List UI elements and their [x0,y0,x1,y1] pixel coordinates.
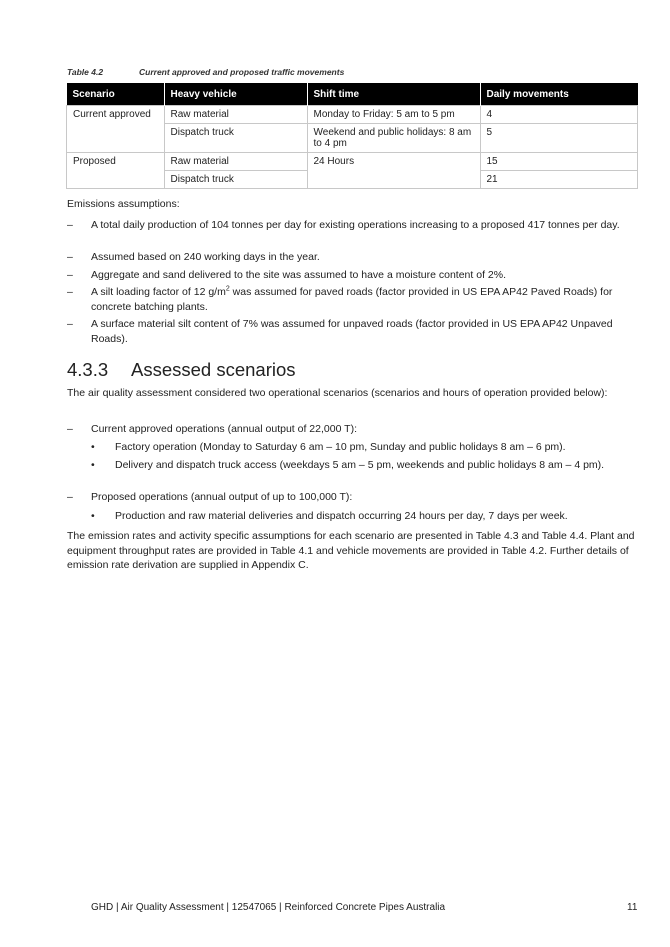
header-daily-movements: Daily movements [480,83,638,106]
bullet-text: Delivery and dispatch truck access (weekdays 5 am – 5 pm, weekends and public holidays 8 am – 4 pm). [115,459,605,471]
dash-marker: – [67,269,73,281]
table-row [67,106,638,124]
cell-movements: 21 [480,171,638,189]
bullet-marker: • [91,441,95,453]
emissions-item [67,218,639,248]
bullet-text: Production and raw material deliveries and dispatch occurring 24 hours per day, 7 days per week. [115,510,568,522]
emissions-item [67,250,639,265]
page-number: 11 [627,902,638,913]
header-heavy-vehicle: Heavy vehicle [164,83,307,106]
dash-marker: – [67,251,73,263]
scenario-proposed-text: Proposed operations (annual output of up to 100,000 T): [91,491,353,503]
table-header-row [67,83,638,106]
dash-marker: – [67,219,73,231]
page-footer: GHD | Air Quality Assessment | 12547065 | Reinforced Concrete Pipes Australia [91,902,446,913]
emissions-item [67,285,639,315]
section-heading [67,359,296,381]
section-number: 4.3.3 [67,359,109,380]
scenario-current-bullet [91,458,639,488]
table-caption [67,67,344,77]
cell-vehicle: Dispatch truck [164,124,307,153]
dash-marker: – [67,318,73,330]
scenario-proposed-label [67,490,639,505]
dash-marker: – [67,286,73,298]
emissions-item-text: A total daily production of 104 tonnes per day for existing operations increasing to a proposed 417 tonnes per day. [91,219,620,231]
closing-paragraph: The emission rates and activity specific assumptions for each scenario are presented in Table 4.3 and Table 4.4. Plant and equipment throughput rates are provided in Table 4.1 and vehicle movements are provided in Table 4.2. Further details of emission rate derivation are supplied in Appendix C. [67,530,635,571]
table-caption-title: Current approved and proposed traffic movements [139,67,345,77]
cell-shift: Weekend and public holidays: 8 am to 4 pm [307,124,480,153]
traffic-movements-table [66,83,638,189]
section-title: Assessed scenarios [131,359,296,380]
emissions-item-text: A surface material silt content of 7% was assumed for unpaved roads (factor provided in US EPA AP42 Unpaved Roads). [91,318,613,345]
bullet-marker: • [91,510,95,522]
emissions-item [67,317,639,347]
bullet-marker: • [91,459,95,471]
header-shift-time: Shift time [307,83,480,106]
scenario-current-label [67,422,639,437]
cell-scenario: Proposed [67,153,165,189]
cell-vehicle: Dispatch truck [164,171,307,189]
cell-movements: 15 [480,153,638,171]
dash-marker: – [67,491,73,503]
dash-marker: – [67,423,73,435]
cell-shift: Monday to Friday: 5 am to 5 pm [307,106,480,124]
emissions-item-text: Aggregate and sand delivered to the site was assumed to have a moisture content of 2%. [91,269,507,281]
cell-scenario: Current approved [67,106,165,153]
emissions-item [67,268,639,283]
cell-vehicle: Raw material [164,106,307,124]
cell-movements: 5 [480,124,638,153]
emissions-item-text: A silt loading factor of 12 $g/m^2$ was assumed for paved roads (factor provided in US EPA AP42 Paved Roads) for concrete batching plants. [91,285,613,313]
emissions-intro: Emissions assumptions: [67,198,180,210]
cell-vehicle: Raw material [164,153,307,171]
scenario-proposed-bullet [91,509,639,524]
header-scenario: Scenario [67,83,165,106]
scenario-current-text: Current approved operations (annual output of 22,000 T): [91,423,357,435]
cell-shift: 24 Hours [307,153,480,189]
scenario-current-bullet [91,440,639,455]
table-caption-number: Table 4.2 [67,67,104,77]
cell-movements: 4 [480,106,638,124]
table-row [67,153,638,171]
emissions-item-text: Assumed based on 240 working days in the year. [91,251,320,263]
bullet-text: Factory operation (Monday to Saturday 6 am – 10 pm, Sunday and public holidays 8 am – 6 pm). [115,441,566,453]
section-intro: The air quality assessment considered two operational scenarios (scenarios and hours of operation provided below): [67,387,608,399]
